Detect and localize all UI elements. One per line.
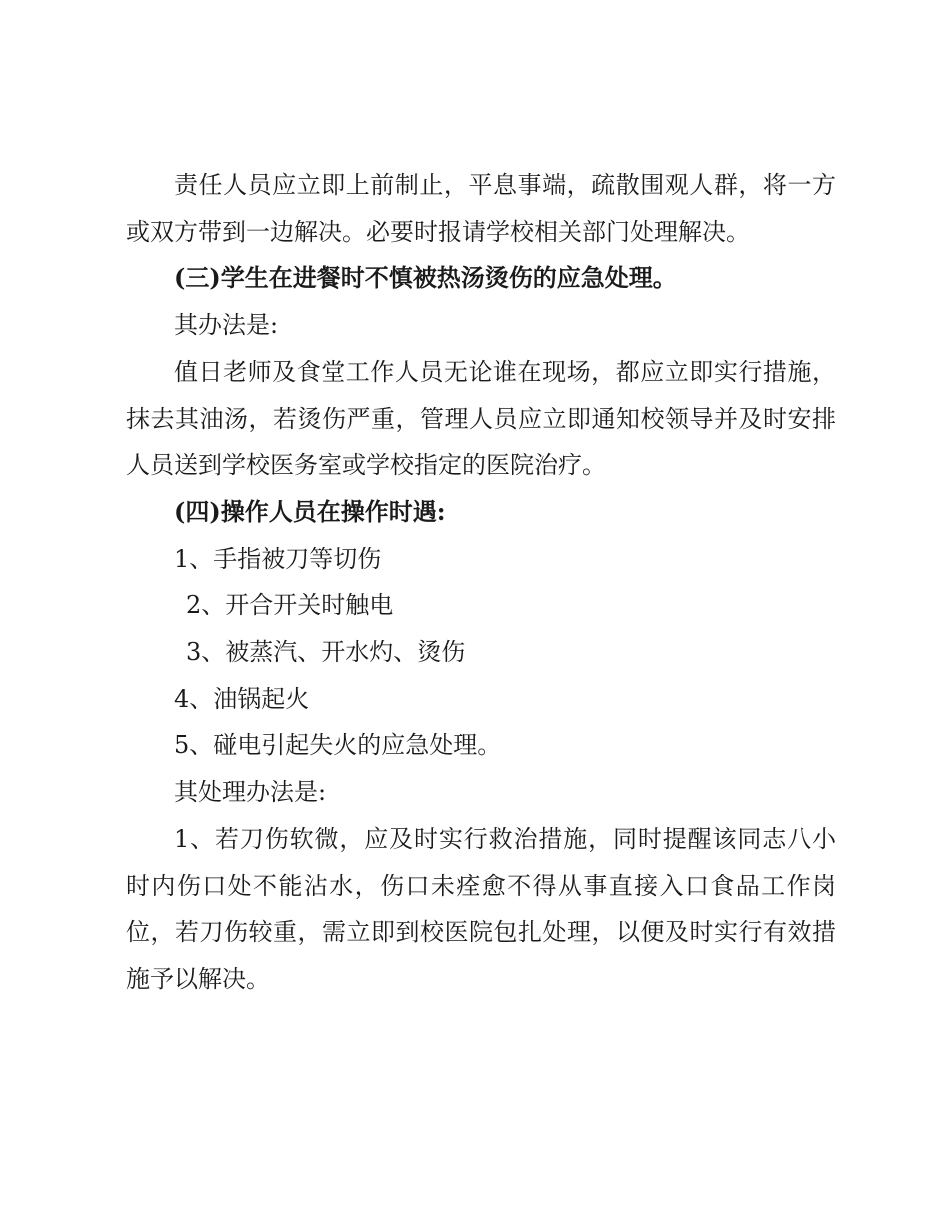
list-item-2: 2、开合开关时触电: [186, 591, 394, 620]
list-item-4: 4、油锅起火: [174, 684, 310, 713]
paragraph-method-label: 其办法是:: [174, 311, 279, 340]
paragraph-conflict-handling: 责任人员应立即上前制止，平息事端，疏散围观人群，将一方或双方带到一边解决。必要时报请学校相关部门处理解决。: [126, 171, 836, 246]
paragraph-cut-handling: 1、若刀伤软微，应及时实行救治措施，同时提醒该同志八小时内伤口处不能沾水，伤口未痊愈不得从事直接入口食品工作岗位，若刀伤较重，需立即到校医院包扎处理，以便及时实行有效措施予以解决。: [126, 824, 836, 993]
section-heading-3: (三)学生在进餐时不慎被热汤烫伤的应急处理。: [174, 263, 677, 293]
paragraph-scald-handling: 值日老师及食堂工作人员无论谁在现场，都应立即实行措施，抹去其油汤，若烫伤严重，管理人员应立即通知校领导并及时安排人员送到学校医务室或学校指定的医院治疗。: [126, 357, 836, 480]
list-item-1: 1、手指被刀等切伤: [174, 544, 382, 573]
list-item-5: 5、碰电引起失火的应急处理。: [174, 731, 502, 760]
paragraph-handling-label: 其处理办法是:: [174, 778, 327, 807]
list-item-3: 3、被蒸汽、开水灼、烫伤: [186, 638, 466, 667]
section-heading-4: (四)操作人员在操作时遇:: [174, 496, 446, 526]
document-body: [126, 162, 836, 1003]
